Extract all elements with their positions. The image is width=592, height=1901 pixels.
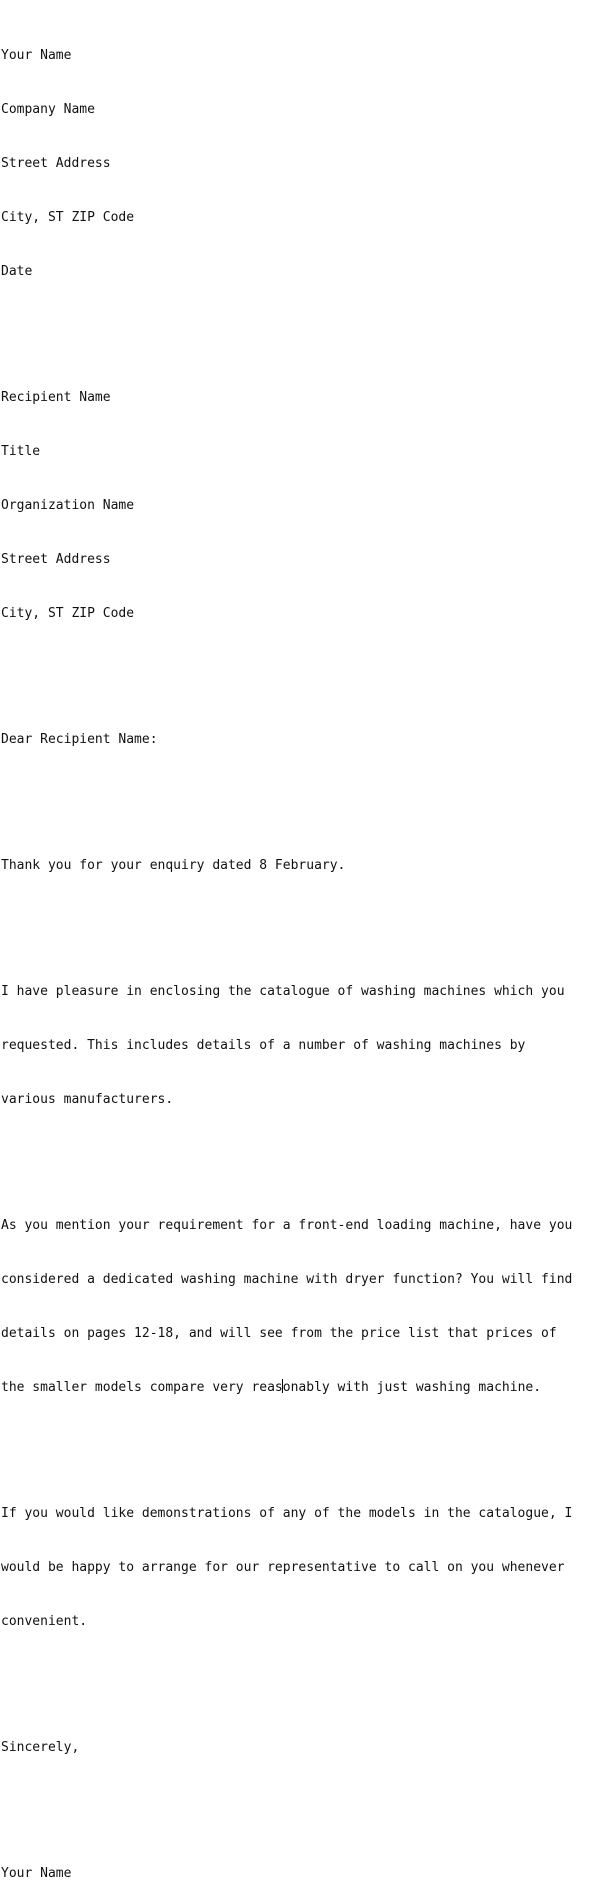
spacer [1, 659, 591, 677]
recipient-name: Recipient Name [1, 390, 111, 405]
closing: Sincerely, [1, 1740, 80, 1755]
paragraph-1-line: Thank you for your enquiry dated 8 February. [1, 858, 346, 873]
recipient-city: City, ST ZIP Code [1, 606, 135, 621]
sender-company: Company Name [1, 102, 95, 117]
recipient-organization: Organization Name [1, 498, 135, 513]
paragraph-2-line: various manufacturers. [1, 1092, 174, 1107]
signature: Your Name [1, 1866, 72, 1881]
paragraph-4-line: If you would like demonstrations of any of the models in the catalogue, I [1, 1506, 573, 1521]
sender-city: City, ST ZIP Code [1, 210, 135, 225]
paragraph-3-line-with-cursor [1, 1379, 591, 1397]
spacer [1, 1667, 591, 1685]
sender-name: Your Name [1, 48, 72, 63]
letter-document[interactable] [1, 11, 591, 1901]
spacer [1, 911, 591, 929]
paragraph-3-line: As you mention your requirement for a front-end loading machine, have you [1, 1218, 573, 1233]
letter-date: Date [1, 264, 33, 279]
paragraph-3-text-before-cursor: the smaller models compare very reas [1, 1380, 283, 1395]
spacer [1, 317, 591, 335]
salutation: Dear Recipient Name: [1, 732, 158, 747]
paragraph-4-line: convenient. [1, 1614, 88, 1629]
spacer [1, 1433, 591, 1451]
paragraph-2-line: requested. This includes details of a number of washing machines by [1, 1038, 526, 1053]
paragraph-3-line: details on pages 12-18, and will see from the price list that prices of [1, 1326, 557, 1341]
paragraph-2-line: I have pleasure in enclosing the catalogue of washing machines which you [1, 984, 565, 999]
recipient-street: Street Address [1, 552, 111, 567]
paragraph-3-line: considered a dedicated washing machine with dryer function? You will find [1, 1272, 573, 1287]
spacer [1, 1793, 591, 1811]
sender-street: Street Address [1, 156, 111, 171]
recipient-title: Title [1, 444, 41, 459]
paragraph-3-text-after-cursor: onably with just washing machine. [282, 1380, 542, 1395]
paragraph-4-line: would be happy to arrange for our representative to call on you whenever [1, 1560, 565, 1575]
spacer [1, 785, 591, 803]
spacer [1, 1145, 591, 1163]
